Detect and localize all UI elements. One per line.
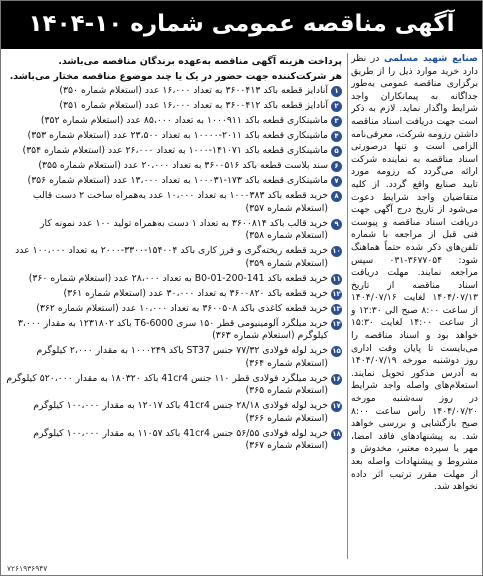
item-text: خرید قطعه باکد 141-200-01-B0 به تعداد ۲۸،۰۰۰ عدد (استعلام شماره ۳۶۰) [28,272,328,284]
item-number-badge: ۴ [331,131,342,142]
list-item [5,318,342,343]
item-number-badge: ۱۵ [332,347,341,356]
column-divider [347,53,348,559]
list-item [5,130,342,143]
list-item [5,100,342,113]
item-number-badge: ۱۷ [332,402,341,411]
list-item [5,175,342,188]
list-item [5,345,342,370]
item-number-badge: ۱ [331,86,342,97]
item-number-badge: ۳ [331,116,342,127]
item-number-badge: ۵ [331,146,342,157]
notice-title: آگهی مناقصه عمومی شماره ۱۰-۱۴۰۴ [28,11,455,37]
item-number-badge: ۶ [331,161,342,172]
item-text: خرید میلگرد آلومینیومی قطر ۱۵۰ سری T6-6000 باکد ۱۲۳۱۸۰۲ به مقدار ۳،۰۰۰ کیلوگرم (استعلام شماره ۳۶۳) [17,317,328,341]
item-number-badge: ۷ [331,176,342,187]
item-number-badge: ۸ [331,191,342,202]
footer-code: ۷۲۶۱۹۳۶۹۴۷ [7,564,48,573]
list-item [5,245,342,270]
list-item [5,190,342,215]
item-text: خرید قطعه کاغذی باکد ۳۶۰۰۵۰۸ به تعداد ۱۰،۰۰۰ عدد (استعلام شماره ۳۶۲) [36,302,328,314]
item-number-badge: ۱۱ [332,274,341,283]
item-number-badge: ۱۲ [332,289,341,298]
item-text: خرید لوله فولادی ۵۶/۵۵ جنس 41cr4 باکد ۱۱۰۵۷ به مقدار ۱۰۰،۰۰۰ کیلوگرم (استعلام شماره ۳۶۷) [33,427,328,451]
item-number-badge: ۲ [331,101,342,112]
item-text: خرید لوله فولادی ۷۷/۳۲ جنس ST37 باکد ۱۰۰۰۲۴۹ به مقدار ۲،۰۰۰ کیلوگرم (استعلام شماره ۳۶۴) [36,345,328,369]
notice-header [1,1,482,49]
item-text: ماشینکاری قطعه باکد ۲۰۱۱-۱۰۰۰۰ به تعداد ۲۳،۵۰۰ عدد (استعلام شماره ۳۵۳) [27,130,328,141]
list-item [5,400,342,425]
list-item [5,145,342,158]
list-item [5,160,342,173]
item-number-badge: ۱۴ [332,319,341,328]
item-text: ماشینکاری قطعه باکد ۱۷۳-۱۰۰۰۳۱ به تعداد ۱۳،۰۰۰ عدد (استعلام شماره ۳۵۶) [27,175,328,186]
items-column [5,53,342,561]
item-text: ماشینکاری قطعه باکد ۱۰۰۰۹۱۱ به تعداد ۸۵،۰۰۰ عدد (استعلام شماره ۳۵۲) [40,115,328,126]
items-list [5,85,342,453]
list-item [5,85,342,98]
list-item [5,428,342,453]
side-description [351,53,478,561]
item-number-badge: ۱۰ [332,247,341,256]
item-text: خرید قطعه باکد ۱۰۰۰۳۸۳ به تعداد ۱۰،۰۰۰ عدد به‌همراه ساخت ۲ دست قالب (استعلام شماره ۳۵۷) [32,190,328,214]
item-text: خرید قطعه باکد ۳۶۰۰۸۲۰ به تعداد ۳۰،۰۰۰ عدد (استعلام شماره ۳۶۱) [63,287,328,299]
list-item [5,115,342,128]
item-text: خرید قالب باکد ۳۶۰۰۸۱۴ به تعداد ۱ دست به‌همراه تولید ۱۰۰ عدد نمونه کار (استعلام شماره ۳۵۸) [39,217,328,241]
item-text: خرید قطعه ریخته‌گری و فرز کاری باکد ۱۵۴۰۰۴-۳۳۰۰-۲۰۰۰ به تعداد ۱۰۰،۰۰۰ عدد (استعلام شماره ۳۵۹) [15,245,328,269]
list-item [5,303,342,316]
list-item [5,273,342,286]
item-number-badge: ۱۸ [332,429,341,438]
intro-line-1: پرداخت هزینه آگهی مناقصه به‌عهده برندگان مناقصه می‌باشد. [58,56,342,67]
intro-line-2: هر شرکت‌کننده جهت حضور در یک یا چند موضوع مناقصه مختار می‌باشد. [9,71,342,82]
list-item [5,288,342,301]
company-name: صنایع شهید مسلمی [383,53,478,64]
list-item [5,373,342,398]
item-text: خرید میلگرد فولادی قطر ۱۱۰ جنس 41cr4 باکد ۱۸۰۳۲۰ به مقدار ۵۲۰،۰۰۰ کیلوگرم (استعلام شماره ۳۶۵) [6,372,328,396]
item-text: آنادایز قطعه باکد ۳۶۰۰۴۱۳ به تعداد ۱۶،۰۰۰ عدد (استعلام شماره ۳۵۰) [59,85,328,96]
item-text: خرید لوله فولادی ۲۸/۱۸ جنس 41cr4 باکد ۱۲۰۱۷ به مقدار ۱۰۰،۰۰۰ کیلوگرم (استعلام شماره ۳۶۶) [33,400,328,424]
item-number-badge: ۹ [331,219,342,230]
item-text: سند بلاست قطعه باکد ۳۶۰۰۵۱۶ به تعداد ۲۰،۰۰۰ عدد (استعلام شماره ۳۵۵) [38,160,328,171]
item-text: آنادایز قطعه باکد ۳۶۰۰۴۱۲ به تعداد ۱۶،۰۰۰ عدد (استعلام شماره ۳۵۱) [59,100,328,111]
item-number-badge: ۱۶ [332,374,341,383]
list-item [5,218,342,243]
side-text: در نظر دارد خرید موارد ذیل را از طریق برگزاری مناقصه عمومی به‌طور جداگانه به پیمانکاران واجد شرایط واگذار نماید. لازم به ذکر است جهت دریافت اسناد مناقصه داشتن رزومه شرکت، معرفی‌نامه الزامی است و تنها درصورتی اسناد مناقصه به نماینده شرکت ارائه می‌گردد که رزومه مورد تایید صنایع واقع گردد. از کلیه متقاضیان واجد شرایط دعوت می‌شود از تاریخ درج آگهی جهت دریافت اسناد مناقصه و پیوست فنی قبل از مراجعه با شماره تلفن‌های ذکر شده حتماً هماهنگ شود: ۳۶۷۷۰۵۴-۰۳۱ سپس مراجعه نمایند. مهلت دریافت اسناد مناقصه از تاریخ ۱۴۰۴/۰۷/۱۳ لغایت ۱۴۰۴/۰۷/۱۶ از ساعت ۸:۰۰ صبح الی ۱۲:۳۰ و از ساعت ۱۴:۰۰ لغایت ۱۵:۳۰ خواهد بود و اسناد مناقصه را می‌بایست تا پایان وقت اداری روز دوشنبه مورخه ۱۴۰۴/۰۷/۱۹ به آدرس مذکور تحویل نمایند. استعلام‌های واصله واجد شرایط در روز سه‌شنبه مورخه ۱۴۰۴/۰۷/۲۰ رأس ساعت ۸:۰۰ صبح بازگشایی و بررسی خواهد شد. به پیشنهادهای فاقد امضا، مهر یا سپرده معتبر، مخدوش و مشروط و پیشنهادات واصله بعد از مهلت مقرر ترتیب اثر داده نخواهد شد. [351,53,478,493]
item-number-badge: ۱۳ [332,304,341,313]
item-text: ماشینکاری قطعه باکد ۱۴۱۰۷۱-۱۰۰۰ به تعداد ۲۶،۰۰۰ عدد (استعلام شماره ۳۵۴) [22,145,328,156]
